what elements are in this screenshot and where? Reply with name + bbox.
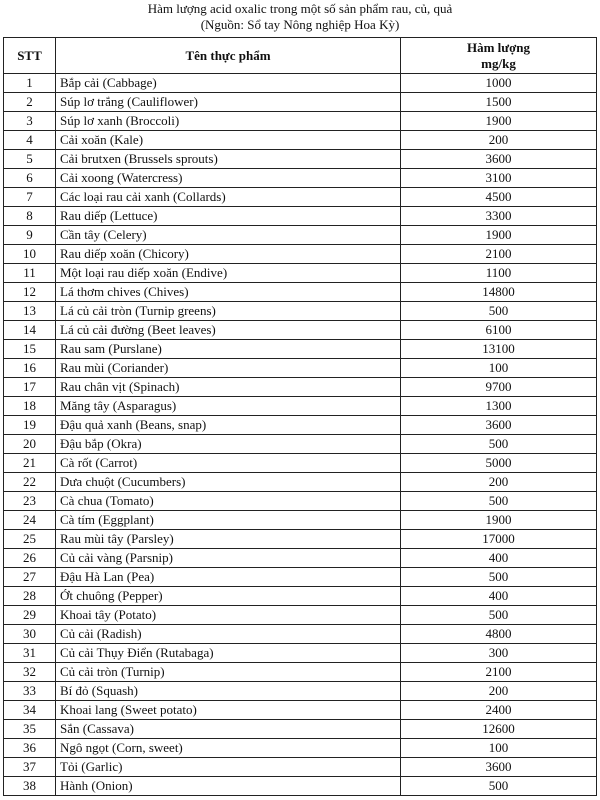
row-content-cell: 14800 bbox=[401, 283, 597, 302]
table-row bbox=[4, 340, 597, 359]
row-content-cell: 12600 bbox=[401, 720, 597, 739]
row-stt-cell: 33 bbox=[4, 682, 56, 701]
table-row bbox=[4, 435, 597, 454]
row-food-name-cell: Khoai lang (Sweet potato) bbox=[56, 701, 401, 720]
table-row bbox=[4, 188, 597, 207]
row-content-cell: 2400 bbox=[401, 701, 597, 720]
row-food-name-cell: Cà chua (Tomato) bbox=[56, 492, 401, 511]
row-content-cell: 200 bbox=[401, 131, 597, 150]
row-stt-cell: 17 bbox=[4, 378, 56, 397]
row-content-cell: 100 bbox=[401, 739, 597, 758]
row-stt-cell: 2 bbox=[4, 93, 56, 112]
table-row bbox=[4, 758, 597, 777]
table-row bbox=[4, 150, 597, 169]
document-title bbox=[0, 0, 600, 38]
row-content-cell: 500 bbox=[401, 568, 597, 587]
table-row bbox=[4, 549, 597, 568]
row-food-name-cell: Rau diếp (Lettuce) bbox=[56, 207, 401, 226]
title-line-1: Hàm lượng acid oxalic trong một số sản phẩm rau, củ, quả bbox=[147, 1, 453, 16]
row-content-cell: 400 bbox=[401, 549, 597, 568]
row-content-cell: 500 bbox=[401, 777, 597, 796]
row-content-cell: 1500 bbox=[401, 93, 597, 112]
row-stt-cell: 32 bbox=[4, 663, 56, 682]
row-food-name-cell: Một loại rau diếp xoăn (Endive) bbox=[56, 264, 401, 283]
row-food-name-cell: Củ cải tròn (Turnip) bbox=[56, 663, 401, 682]
row-stt-cell: 35 bbox=[4, 720, 56, 739]
row-content-cell: 13100 bbox=[401, 340, 597, 359]
title-line-2: (Nguồn: Sổ tay Nông nghiệp Hoa Kỳ) bbox=[200, 17, 400, 32]
table-row bbox=[4, 454, 597, 473]
row-stt-cell: 27 bbox=[4, 568, 56, 587]
table-row bbox=[4, 226, 597, 245]
table-row bbox=[4, 397, 597, 416]
row-stt-cell: 13 bbox=[4, 302, 56, 321]
table-row bbox=[4, 74, 597, 93]
row-food-name-cell: Rau mùi (Coriander) bbox=[56, 359, 401, 378]
row-food-name-cell: Rau sam (Purslane) bbox=[56, 340, 401, 359]
row-food-name-cell: Đậu quả xanh (Beans, snap) bbox=[56, 416, 401, 435]
table-row bbox=[4, 568, 597, 587]
row-stt-cell: 1 bbox=[4, 74, 56, 93]
row-stt-cell: 20 bbox=[4, 435, 56, 454]
row-content-cell: 2100 bbox=[401, 245, 597, 264]
row-food-name-cell: Rau mùi tây (Parsley) bbox=[56, 530, 401, 549]
row-content-cell: 17000 bbox=[401, 530, 597, 549]
row-stt-cell: 14 bbox=[4, 321, 56, 340]
table-row bbox=[4, 739, 597, 758]
row-stt-cell: 4 bbox=[4, 131, 56, 150]
row-food-name-cell: Súp lơ trắng (Cauliflower) bbox=[56, 93, 401, 112]
row-stt-cell: 18 bbox=[4, 397, 56, 416]
table-row bbox=[4, 359, 597, 378]
row-content-cell: 1900 bbox=[401, 226, 597, 245]
row-content-cell: 3600 bbox=[401, 416, 597, 435]
row-stt-cell: 37 bbox=[4, 758, 56, 777]
row-content-cell: 500 bbox=[401, 435, 597, 454]
row-content-cell: 3100 bbox=[401, 169, 597, 188]
table-row bbox=[4, 587, 597, 606]
table-row bbox=[4, 302, 597, 321]
row-content-cell: 100 bbox=[401, 359, 597, 378]
row-stt-cell: 25 bbox=[4, 530, 56, 549]
row-food-name-cell: Củ cải Thụy Điển (Rutabaga) bbox=[56, 644, 401, 663]
row-food-name-cell: Măng tây (Asparagus) bbox=[56, 397, 401, 416]
table-header-row bbox=[4, 38, 597, 74]
row-content-cell: 200 bbox=[401, 473, 597, 492]
row-food-name-cell: Các loại rau cải xanh (Collards) bbox=[56, 188, 401, 207]
table-row bbox=[4, 511, 597, 530]
row-stt-cell: 31 bbox=[4, 644, 56, 663]
table-row bbox=[4, 264, 597, 283]
row-content-cell: 1300 bbox=[401, 397, 597, 416]
row-stt-cell: 16 bbox=[4, 359, 56, 378]
table-row bbox=[4, 606, 597, 625]
row-food-name-cell: Cải xoăn (Kale) bbox=[56, 131, 401, 150]
row-stt-cell: 8 bbox=[4, 207, 56, 226]
table-row bbox=[4, 473, 597, 492]
row-stt-cell: 12 bbox=[4, 283, 56, 302]
row-content-cell: 400 bbox=[401, 587, 597, 606]
row-stt-cell: 11 bbox=[4, 264, 56, 283]
table-row bbox=[4, 777, 597, 796]
row-food-name-cell: Lá thơm chives (Chives) bbox=[56, 283, 401, 302]
row-stt-cell: 9 bbox=[4, 226, 56, 245]
row-food-name-cell: Cải brutxen (Brussels sprouts) bbox=[56, 150, 401, 169]
table-row bbox=[4, 207, 597, 226]
table-row bbox=[4, 93, 597, 112]
row-content-cell: 3600 bbox=[401, 150, 597, 169]
row-content-cell: 3300 bbox=[401, 207, 597, 226]
row-food-name-cell: Cần tây (Celery) bbox=[56, 226, 401, 245]
row-food-name-cell: Lá củ cải tròn (Turnip greens) bbox=[56, 302, 401, 321]
row-stt-cell: 15 bbox=[4, 340, 56, 359]
row-stt-cell: 3 bbox=[4, 112, 56, 131]
row-stt-cell: 36 bbox=[4, 739, 56, 758]
table-row bbox=[4, 321, 597, 340]
row-food-name-cell: Hành (Onion) bbox=[56, 777, 401, 796]
row-stt-cell: 21 bbox=[4, 454, 56, 473]
row-content-cell: 500 bbox=[401, 492, 597, 511]
row-food-name-cell: Dưa chuột (Cucumbers) bbox=[56, 473, 401, 492]
row-content-cell: 4500 bbox=[401, 188, 597, 207]
row-content-cell: 500 bbox=[401, 302, 597, 321]
table-row bbox=[4, 492, 597, 511]
table-row bbox=[4, 416, 597, 435]
row-stt-cell: 29 bbox=[4, 606, 56, 625]
row-content-cell: 3600 bbox=[401, 758, 597, 777]
oxalic-acid-table bbox=[3, 37, 597, 796]
row-stt-cell: 26 bbox=[4, 549, 56, 568]
row-content-cell: 6100 bbox=[401, 321, 597, 340]
row-food-name-cell: Đậu Hà Lan (Pea) bbox=[56, 568, 401, 587]
row-stt-cell: 6 bbox=[4, 169, 56, 188]
table-row bbox=[4, 530, 597, 549]
row-food-name-cell: Củ cải (Radish) bbox=[56, 625, 401, 644]
row-content-cell: 4800 bbox=[401, 625, 597, 644]
row-content-cell: 9700 bbox=[401, 378, 597, 397]
row-food-name-cell: Rau chân vịt (Spinach) bbox=[56, 378, 401, 397]
row-food-name-cell: Lá củ cải đường (Beet leaves) bbox=[56, 321, 401, 340]
row-stt-cell: 30 bbox=[4, 625, 56, 644]
row-food-name-cell: Sắn (Cassava) bbox=[56, 720, 401, 739]
row-content-cell: 300 bbox=[401, 644, 597, 663]
row-stt-cell: 7 bbox=[4, 188, 56, 207]
row-food-name-cell: Ngô ngọt (Corn, sweet) bbox=[56, 739, 401, 758]
table-row bbox=[4, 131, 597, 150]
table-row bbox=[4, 644, 597, 663]
table-row bbox=[4, 720, 597, 739]
table-row bbox=[4, 169, 597, 188]
row-stt-cell: 34 bbox=[4, 701, 56, 720]
header-content-line-1: Hàm lượng bbox=[466, 39, 531, 55]
row-food-name-cell: Súp lơ xanh (Broccoli) bbox=[56, 112, 401, 131]
row-content-cell: 1900 bbox=[401, 112, 597, 131]
header-stt: STT bbox=[4, 38, 56, 74]
row-stt-cell: 5 bbox=[4, 150, 56, 169]
row-stt-cell: 24 bbox=[4, 511, 56, 530]
row-stt-cell: 38 bbox=[4, 777, 56, 796]
row-stt-cell: 28 bbox=[4, 587, 56, 606]
row-food-name-cell: Tỏi (Garlic) bbox=[56, 758, 401, 777]
row-content-cell: 5000 bbox=[401, 454, 597, 473]
row-content-cell: 500 bbox=[401, 606, 597, 625]
row-food-name-cell: Cà rốt (Carrot) bbox=[56, 454, 401, 473]
table-row bbox=[4, 625, 597, 644]
row-content-cell: 1900 bbox=[401, 511, 597, 530]
row-food-name-cell: Cải xoong (Watercress) bbox=[56, 169, 401, 188]
row-food-name-cell: Củ cải vàng (Parsnip) bbox=[56, 549, 401, 568]
row-stt-cell: 10 bbox=[4, 245, 56, 264]
row-content-cell: 1000 bbox=[401, 74, 597, 93]
row-stt-cell: 19 bbox=[4, 416, 56, 435]
row-food-name-cell: Ớt chuông (Pepper) bbox=[56, 587, 401, 606]
row-food-name-cell: Bí đỏ (Squash) bbox=[56, 682, 401, 701]
header-content bbox=[401, 38, 597, 74]
row-food-name-cell: Đậu bắp (Okra) bbox=[56, 435, 401, 454]
table-row bbox=[4, 663, 597, 682]
table-row bbox=[4, 701, 597, 720]
table-row bbox=[4, 378, 597, 397]
row-stt-cell: 22 bbox=[4, 473, 56, 492]
table-body bbox=[4, 74, 597, 796]
row-food-name-cell: Rau diếp xoăn (Chicory) bbox=[56, 245, 401, 264]
row-food-name-cell: Cà tím (Eggplant) bbox=[56, 511, 401, 530]
row-content-cell: 200 bbox=[401, 682, 597, 701]
row-food-name-cell: Bắp cải (Cabbage) bbox=[56, 74, 401, 93]
row-stt-cell: 23 bbox=[4, 492, 56, 511]
row-food-name-cell: Khoai tây (Potato) bbox=[56, 606, 401, 625]
header-content-unit: mg/kg bbox=[481, 55, 516, 71]
table-row bbox=[4, 112, 597, 131]
table-row bbox=[4, 283, 597, 302]
header-food-name: Tên thực phẩm bbox=[56, 38, 401, 74]
row-content-cell: 1100 bbox=[401, 264, 597, 283]
table-row bbox=[4, 245, 597, 264]
table-row bbox=[4, 682, 597, 701]
row-content-cell: 2100 bbox=[401, 663, 597, 682]
